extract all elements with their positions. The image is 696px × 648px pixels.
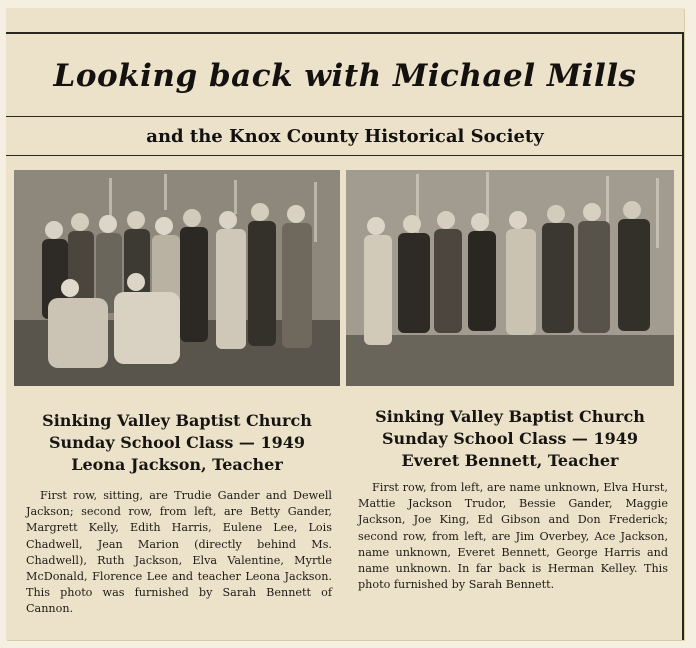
body-text-right: First row, from left, are name unknown, Elva Hurst, Mattie Jackson Trudor, Bessie Gander, Maggie Jackson, Joe King, Ed Gibson and Don Frederick; second row, from left, are Jim Overbey, Ace Jackson, name unknown, Everet Bennett, George Harris and name unknown. In far back is Herman Kelley. This photo furnished by Sarah Bennett. [358,481,668,592]
group-photo-right [346,170,674,386]
body-text-left: First row, sitting, are Trudie Gander and Dewell Jackson; second row, from left, are Betty Gander, Margrett Kelly, Edith Harris, Eulene Lee, Lois Chadwell, Jean Marion (directly behind Ms. Chadwell), Ruth Jackson, Elva Valentine, Myrtle McDonald, Florence Lee and teacher Leona Jackson. This photo was furnished by Sarah Bennett of Cannon. [26,489,332,616]
group-photo-left [14,170,340,386]
newspaper-clipping [6,8,684,640]
caption-left [14,410,340,476]
caption-right-line-2: Sunday School Class — 1949 [381,429,639,448]
caption-right-line-1: Sinking Valley Baptist Church [375,407,645,426]
caption-right-line-3: Everet Bennett, Teacher [401,451,619,470]
column-title: Looking back with Michael Mills [53,58,637,94]
title-rule [6,116,684,117]
caption-left-line-3: Leona Jackson, Teacher [71,455,283,474]
caption-right [346,406,674,472]
subtitle-rule [6,155,684,156]
top-rule [6,32,684,34]
right-rule [682,32,684,640]
column-subtitle: and the Knox County Historical Society [146,126,544,147]
caption-left-line-1: Sinking Valley Baptist Church [42,411,312,430]
caption-left-line-2: Sunday School Class — 1949 [48,433,306,452]
